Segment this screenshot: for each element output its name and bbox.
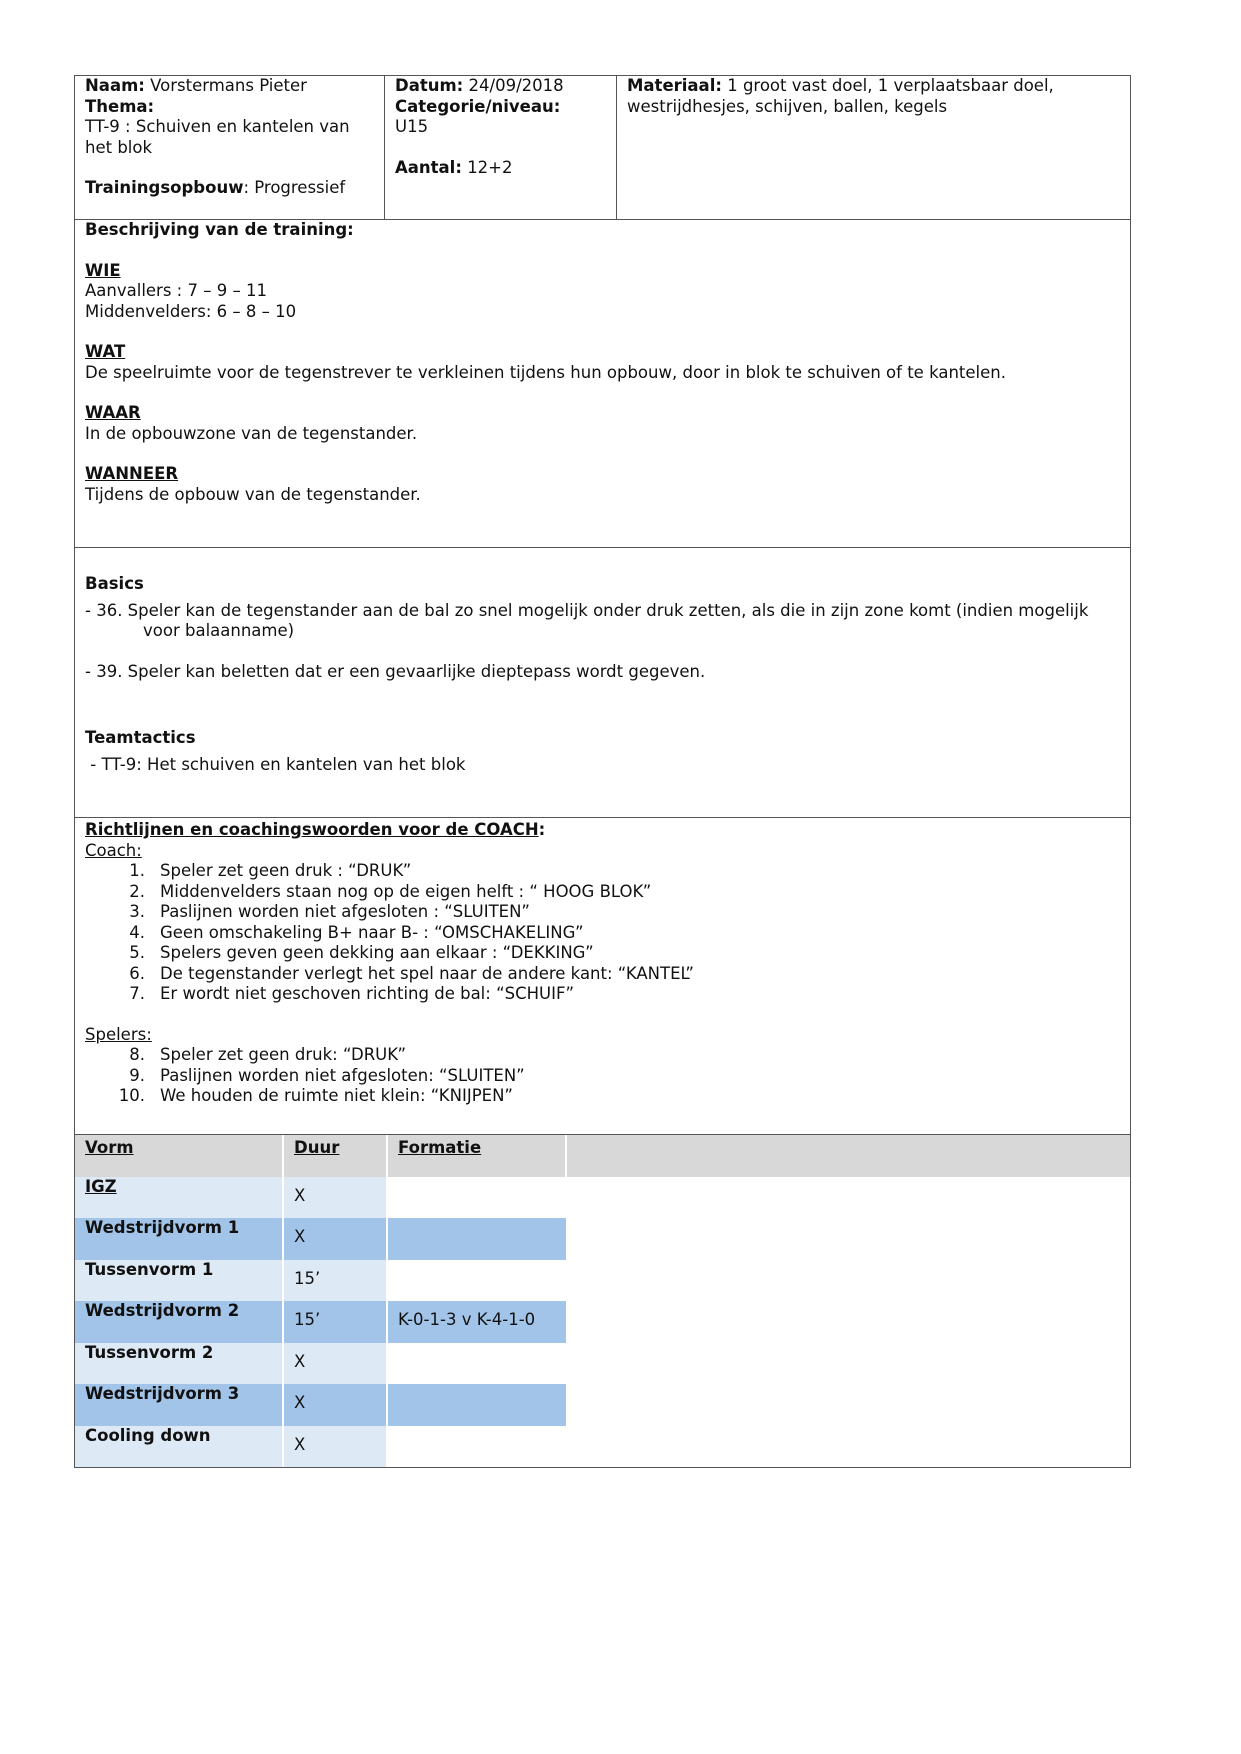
formatie-cell (387, 1384, 566, 1426)
formatie-cell (387, 1343, 566, 1385)
coach-list (85, 861, 1120, 1005)
richtlijnen-colon: : (538, 820, 546, 839)
materiaal-line-2: westrijdhesjes, schijven, ballen, kegels (627, 96, 948, 116)
list-item: 4. Geen omschakeling B+ naar B- : “OMSCHAKELING” (129, 922, 584, 942)
wanneer-label: WANNEER (85, 464, 179, 483)
schedule-table (75, 1135, 1130, 1467)
table-row (75, 1301, 1130, 1343)
beschrijving-title: Beschrijving van de training: (85, 220, 354, 239)
wie-line-2: Middenvelders: 6 – 8 – 10 (85, 301, 297, 321)
thema-line-2: het blok (85, 137, 153, 157)
duur-cell: X (283, 1384, 387, 1426)
table-row (75, 1218, 1130, 1260)
wat-label: WAT (85, 342, 126, 361)
list-item: 9. Paslijnen worden niet afgesloten: “SLUITEN” (129, 1065, 525, 1085)
datum-value: 24/09/2018 (468, 76, 564, 95)
header-cell-date (385, 76, 617, 219)
table-row (75, 1426, 1130, 1468)
vorm-cell: Tussenvorm 1 (75, 1260, 283, 1302)
table-row (75, 1177, 1130, 1219)
basics-item-36: - 36. Speler kan de tegenstander aan de bal zo snel mogelijk onder druk zetten, als die in zijn zone komt (indien mogelijk (85, 600, 1089, 620)
spelers-list (85, 1045, 1120, 1107)
duur-cell: X (283, 1343, 387, 1385)
formatie-header: Formatie (398, 1138, 482, 1157)
materiaal-label: Materiaal: (627, 76, 722, 95)
training-sheet (74, 75, 1131, 1468)
richtlijnen-title: Richtlijnen en coachingswoorden voor de COACH (85, 820, 539, 839)
beschrijving-section (75, 220, 1130, 548)
header-row (75, 76, 1130, 220)
datum-label: Datum: (395, 76, 464, 95)
teamtactics-item: - TT-9: Het schuiven en kantelen van het blok (85, 754, 466, 774)
formatie-cell (387, 1177, 566, 1219)
table-row (75, 1343, 1130, 1385)
basics-item-39: - 39. Speler kan beletten dat er een gevaarlijke dieptepass wordt gegeven. (85, 661, 706, 681)
vorm-header: Vorm (85, 1138, 134, 1157)
formatie-cell (387, 1218, 566, 1260)
richtlijnen-section (75, 818, 1130, 1135)
spelers-label: Spelers: (85, 1024, 152, 1044)
vorm-cell: IGZ (85, 1176, 117, 1196)
list-item: 6. De tegenstander verlegt het spel naar de andere kant: “KANTEL” (129, 963, 694, 983)
duur-cell: X (283, 1426, 387, 1468)
wie-line-1: Aanvallers : 7 – 9 – 11 (85, 281, 267, 300)
basics-item-36-cont: voor balaanname) (143, 621, 295, 640)
list-item: 3. Paslijnen worden niet afgesloten : “SLUITEN” (129, 902, 530, 921)
formatie-cell (387, 1426, 566, 1468)
opbouw-value: : Progressief (243, 178, 346, 197)
duur-cell: 15’ (283, 1260, 387, 1302)
header-cell-info (75, 76, 385, 219)
duur-cell: 15’ (283, 1301, 387, 1343)
list-item: 7. Er wordt niet geschoven richting de bal: “SCHUIF” (129, 984, 574, 1003)
table-row (75, 1384, 1130, 1426)
list-item: 2. Middenvelders staan nog op de eigen helft : “ HOOG BLOK” (129, 881, 652, 901)
coach-label: Coach: (85, 840, 142, 860)
basics-title: Basics (85, 574, 144, 593)
thema-label: Thema: (85, 96, 155, 116)
naam-value: Vorstermans Pieter (150, 76, 307, 95)
wie-label: WIE (85, 260, 121, 280)
wat-text: De speelruimte voor de tegenstrever te verkleinen tijdens hun opbouw, door in blok te schuiven of te kantelen. (85, 362, 1006, 382)
duur-cell: X (283, 1218, 387, 1260)
vorm-cell: Tussenvorm 2 (75, 1343, 283, 1385)
vorm-cell: Cooling down (75, 1426, 283, 1468)
opbouw-label: Trainingsopbouw (85, 178, 244, 197)
formatie-cell: K-0-1-3 v K-4-1-0 (387, 1301, 566, 1343)
vorm-cell: Wedstrijdvorm 2 (75, 1301, 283, 1343)
formatie-cell (387, 1260, 566, 1302)
basics-section (75, 548, 1130, 818)
naam-label: Naam: (85, 76, 145, 95)
thema-line-1: TT-9 : Schuiven en kantelen van (85, 117, 350, 136)
categorie-label: Categorie/niveau: (395, 96, 561, 116)
vorm-cell: Wedstrijdvorm 1 (75, 1218, 283, 1260)
materiaal-line-1: 1 groot vast doel, 1 verplaatsbaar doel, (727, 76, 1054, 95)
list-item: 10. We houden de ruimte niet klein: “KNIJPEN” (118, 1086, 513, 1105)
list-item: 8. Speler zet geen druk: “DRUK” (129, 1045, 407, 1064)
teamtactics-title: Teamtactics (85, 728, 196, 747)
waar-text: In de opbouwzone van de tegenstander. (85, 423, 418, 443)
aantal-label: Aantal: (395, 157, 462, 177)
list-item: 5. Spelers geven geen dekking aan elkaar : “DEKKING” (129, 943, 594, 962)
table-row (75, 1260, 1130, 1302)
list-item: 1. Speler zet geen druk : “DRUK” (129, 861, 412, 880)
duur-header: Duur (294, 1138, 340, 1157)
header-cell-materiaal (617, 76, 1130, 219)
wanneer-text: Tijdens de opbouw van de tegenstander. (85, 484, 421, 504)
duur-cell: X (283, 1177, 387, 1219)
waar-label: WAAR (85, 403, 141, 422)
table-header-row (75, 1135, 1130, 1177)
vorm-cell: Wedstrijdvorm 3 (75, 1384, 283, 1426)
aantal-value: 12+2 (467, 157, 513, 177)
categorie-value: U15 (395, 117, 429, 136)
